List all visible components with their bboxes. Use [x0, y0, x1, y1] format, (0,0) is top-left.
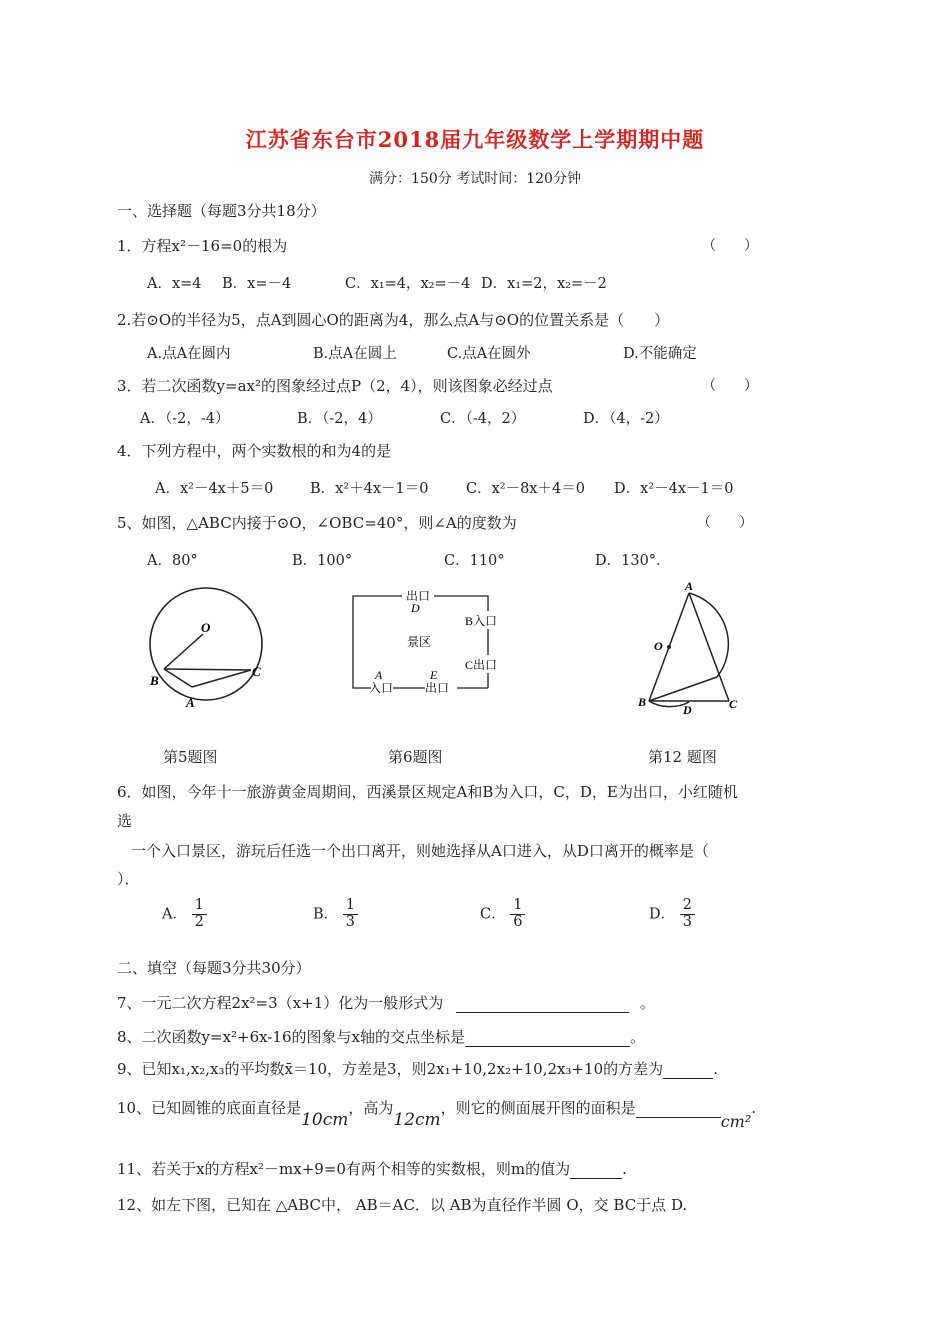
question-11 — [117, 1158, 627, 1179]
question-text: 9、已知x₁,x₂,x₃的平均数x̄＝10，方差是3，则2x₁+10,2x₂+10,2x₃+10的方差为 — [117, 1060, 664, 1078]
question-6-cont: ）． — [117, 870, 140, 888]
punctuation: 。 — [639, 994, 655, 1012]
question-4: 4．下列方程中，两个实数根的和为4的是 — [117, 442, 392, 460]
exam-info: 满分：150分 考试时间：120分钟 — [369, 171, 581, 187]
option: D．x₁=2，x₂=－2 — [481, 276, 607, 292]
label-B-entry: B入口 — [465, 614, 498, 628]
question-3: 3．若二次函数y=ax²的图象经过点P（2，4），则该图象必经过点 — [117, 377, 553, 395]
label-C: C — [729, 697, 738, 711]
question-2: 2.若⊙O的半径为5，点A到圆心O的距离为4，那么点A与⊙O的位置关系是（ ） — [117, 311, 670, 329]
answer-paren: （ ） — [702, 378, 758, 394]
question-text: 8、二次函数y=x²+6x-16的图象与x轴的交点坐标是 — [117, 1028, 465, 1046]
option: A.点A在圆内 — [147, 346, 231, 362]
question-5: 5、如图，△ABC内接于⊙O，∠OBC=40°，则∠A的度数为 — [117, 514, 517, 532]
option: C．x₁=4，x₂=－4 — [345, 276, 471, 292]
label-D: D — [683, 703, 692, 717]
option-label: C． — [480, 906, 506, 923]
question-12: 12、如左下图，已知在 △ABC中， AB＝AC．以 AB为直径作半圆 O，交 BC于点 D. — [117, 1196, 688, 1214]
punctuation: 。 — [629, 1028, 645, 1046]
question-7 — [117, 992, 655, 1013]
question-text: ，高为 — [348, 1099, 394, 1117]
label-A-entry: 入口 — [369, 681, 394, 695]
option — [313, 898, 358, 931]
figure-6-scenic-map — [345, 585, 515, 700]
fraction — [192, 898, 207, 931]
section-heading-choice: 一、选择题（每题3分共18分） — [117, 202, 326, 220]
answer-paren: （ ） — [702, 238, 758, 254]
option: A．x=4 — [147, 276, 202, 292]
value: 10cm — [301, 1110, 349, 1130]
option: C．x²－8x＋4＝0 — [466, 481, 585, 497]
label-E: E — [430, 668, 438, 682]
option: A．x²－4x＋5＝0 — [155, 481, 274, 497]
option: B．（-2，4） — [297, 411, 382, 427]
label-scenic-area: 景区 — [407, 635, 432, 649]
label-O: O — [201, 620, 211, 635]
figure-caption: 第12 题图 — [648, 748, 717, 766]
question-6-cont: 一个入口景区，游玩后任选一个出口离开，则她选择从A口进入，从D口离开的概率是（ — [131, 842, 709, 860]
option: D.不能确定 — [623, 346, 697, 362]
option — [480, 898, 525, 931]
question-text: 11、若关于x的方程x²－mx+9=0有两个相等的实数根，则m的值为 — [117, 1160, 571, 1178]
label-A: A — [186, 695, 195, 710]
label-D: D — [411, 601, 420, 615]
punctuation: . — [751, 1099, 757, 1117]
option: C．（-4，2） — [440, 411, 526, 427]
denominator: 3 — [345, 913, 355, 930]
option — [162, 898, 207, 931]
label-O: O — [654, 639, 663, 653]
fraction — [343, 898, 358, 931]
question-6-cont: 选 — [117, 812, 133, 830]
fraction — [510, 898, 525, 931]
label-B: B — [638, 695, 647, 709]
option: D．（4，-2） — [583, 411, 669, 427]
answer-blank[interactable] — [465, 1046, 630, 1047]
label-C-exit: C出口 — [465, 658, 498, 672]
label-A: A — [375, 668, 383, 682]
option: D．130°． — [595, 553, 671, 569]
figure-12-triangle-semicircle — [632, 578, 747, 718]
label-top-exit: 出口 — [406, 589, 431, 603]
option-label: A． — [162, 906, 187, 923]
label-E-exit: 出口 — [425, 681, 450, 695]
fraction — [680, 898, 695, 931]
option: B.点A在圆上 — [313, 346, 397, 362]
numerator: 1 — [510, 898, 525, 915]
numerator: 2 — [680, 898, 695, 915]
question-6: 6．如图，今年十一旅游黄金周期间，西溪景区规定A和B为入口，C，D，E为出口，小红随机 — [117, 783, 738, 801]
denominator: 3 — [682, 913, 692, 930]
option: C.点A在圆外 — [447, 346, 531, 362]
option: B．100° — [292, 553, 353, 569]
label-A: A — [685, 579, 694, 593]
question-9 — [117, 1058, 718, 1079]
answer-blank[interactable] — [663, 1078, 713, 1079]
numerator: 1 — [343, 898, 358, 915]
punctuation: . — [622, 1160, 627, 1178]
figure-caption: 第6题图 — [388, 748, 443, 766]
option: C．110° — [444, 553, 505, 569]
label-B: B — [150, 673, 159, 688]
option — [649, 898, 695, 931]
option: A．（-2，-4） — [140, 411, 230, 427]
question-text: 7、一元二次方程2x²=3（x+1）化为一般形式为 — [117, 994, 444, 1012]
question-8 — [117, 1026, 645, 1047]
question-text: ，则它的侧面展开图的面积是 — [440, 1099, 636, 1117]
option: D．x²－4x－1＝0 — [614, 481, 734, 497]
option-label: B． — [313, 906, 339, 923]
option: B．x=－4 — [222, 276, 292, 292]
unit: cm² — [720, 1112, 752, 1131]
option-label: D． — [649, 906, 676, 923]
denominator: 2 — [194, 913, 204, 930]
figure-5-circle — [140, 582, 275, 717]
label-C: C — [252, 664, 261, 679]
option: B．x²＋4x－1＝0 — [310, 481, 429, 497]
question-text: 10、已知圆锥的底面直径是 — [117, 1099, 302, 1117]
denominator: 6 — [513, 913, 523, 930]
value: 12cm — [393, 1110, 441, 1130]
question-10 — [117, 1097, 757, 1131]
page-title: 江苏省东台市2018届九年级数学上学期期中题 — [245, 127, 705, 152]
punctuation: . — [713, 1060, 718, 1078]
option: A．80° — [147, 553, 198, 569]
answer-blank[interactable] — [636, 1117, 721, 1118]
answer-paren: （ ） — [697, 515, 753, 531]
numerator: 1 — [192, 898, 207, 915]
answer-blank[interactable] — [456, 1012, 629, 1013]
section-heading-fill: 二、填空（每题3分共30分） — [117, 959, 311, 977]
question-1: 1．方程x²－16=0的根为 — [117, 237, 288, 255]
answer-blank[interactable] — [570, 1178, 622, 1179]
figure-caption: 第5题图 — [163, 748, 218, 766]
